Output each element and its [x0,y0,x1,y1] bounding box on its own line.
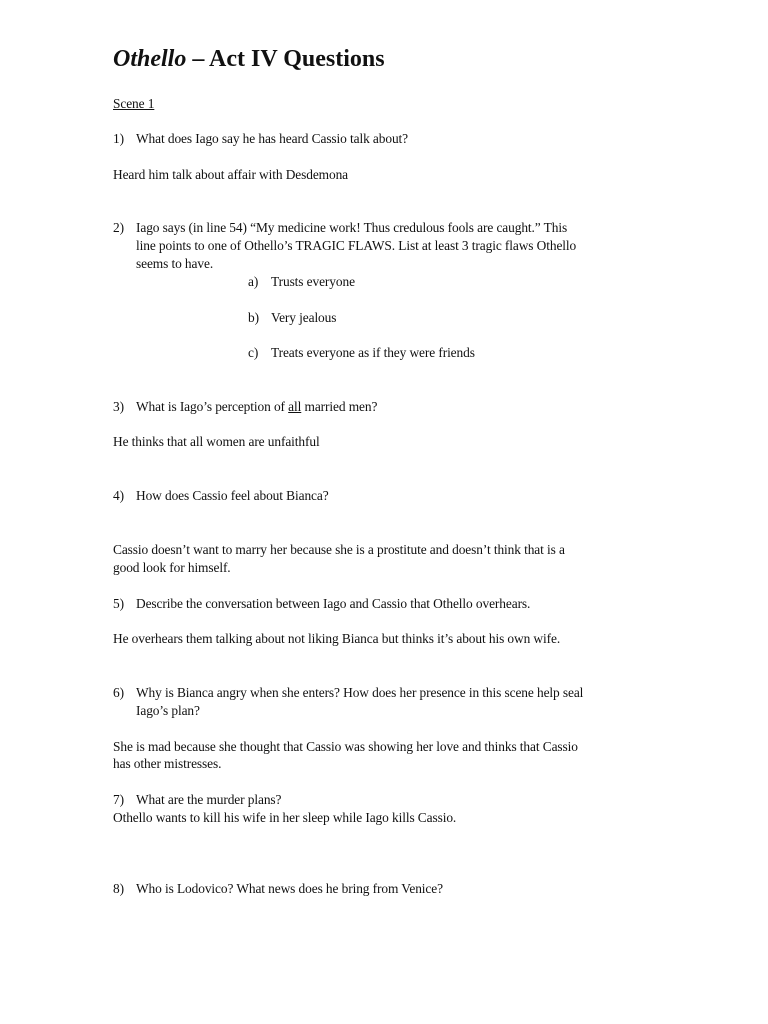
answer-4-line-2: good look for himself. [113,560,231,575]
answer-text: Very jealous [271,310,337,325]
question-number: 7) [113,792,124,807]
answer-2a [248,273,355,290]
question-3 [113,398,377,415]
answer-text: Trusts everyone [271,274,355,289]
question-1 [113,130,408,147]
question-text: How does Cassio feel about Bianca? [136,488,329,503]
answer-6-line-1: She is mad because she thought that Cassio was showing her love and thinks that Cassio [113,739,578,754]
question-number: 6) [113,685,124,700]
question-number: 2) [113,220,124,235]
title-play-name: Othello [113,46,187,72]
answer-5: He overhears them talking about not liking Bianca but thinks it’s about his own wife. [113,631,561,646]
answer-text: Treats everyone as if they were friends [271,345,475,360]
title-rest: – Act IV Questions [186,46,385,72]
question-6 [113,684,583,701]
question-2-line-3: seems to have. [136,256,214,271]
question-5 [113,595,530,612]
answer-letter: a) [248,274,259,289]
answer-4-line-1: Cassio doesn’t want to marry her because she is a prostitute and doesn’t think that is a [113,542,565,557]
answer-3: He thinks that all women are unfaithful [113,434,320,449]
scene-heading: Scene 1 [113,96,155,111]
answer-7: Othello wants to kill his wife in her sleep while Iago kills Cassio. [113,810,457,825]
question-text-underlined: all [288,399,302,414]
question-6-line-2: Iago’s plan? [136,703,200,718]
question-text-pre: What is Iago’s perception of [136,399,289,414]
question-number: 1) [113,131,124,146]
question-8 [113,880,443,897]
question-number: 8) [113,881,124,896]
answer-letter: b) [248,310,259,325]
question-number: 5) [113,596,124,611]
question-text: What are the murder plans? [136,792,282,807]
answer-2c [248,344,475,361]
page-title [113,46,385,73]
question-7 [113,791,281,808]
question-2-line-2: line points to one of Othello’s TRAGIC FLAWS. List at least 3 tragic flaws Othello [136,238,577,253]
question-text: What does Iago say he has heard Cassio talk about? [136,131,409,146]
question-text-line-1: Why is Bianca angry when she enters? How does her presence in this scene help seal [136,685,584,700]
answer-1: Heard him talk about affair with Desdemona [113,167,349,182]
question-text: Describe the conversation between Iago and Cassio that Othello overhears. [136,596,531,611]
question-number: 3) [113,399,124,414]
answer-2b [248,309,336,326]
answer-letter: c) [248,345,259,360]
question-text-line-1: Iago says (in line 54) “My medicine work! Thus credulous fools are caught.” This [136,220,568,235]
answer-6-line-2: has other mistresses. [113,756,222,771]
question-4 [113,487,329,504]
question-text: Who is Lodovico? What news does he bring from Venice? [136,881,443,896]
question-text-post: married men? [301,399,378,414]
question-2 [113,219,567,236]
question-number: 4) [113,488,124,503]
